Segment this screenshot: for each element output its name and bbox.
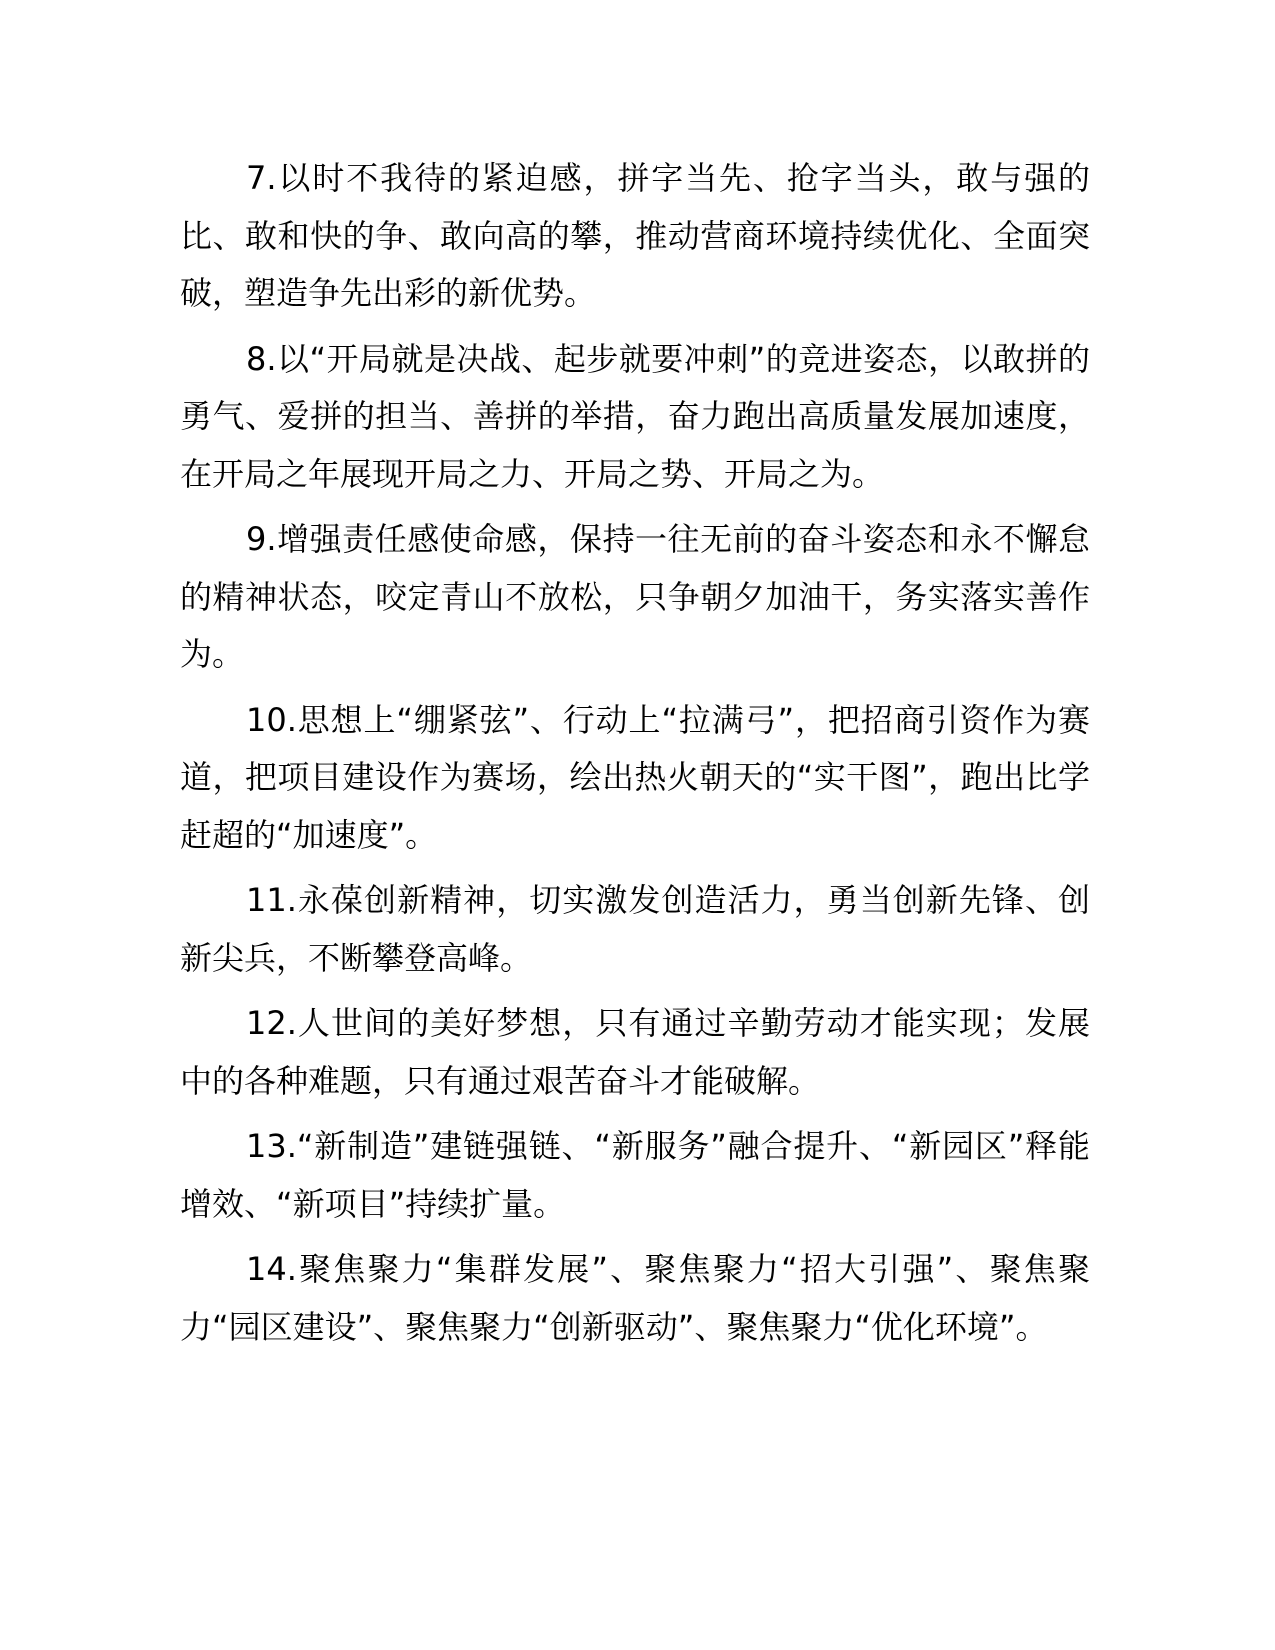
paragraph-14: 14.聚焦聚力“集群发展”、聚焦聚力“招大引强”、聚焦聚力“园区建设”、聚焦聚力“创新驱动”、聚焦聚力“优化环境”。 bbox=[180, 1250, 1090, 1346]
paragraph-12: 12.人世间的美好梦想，只有通过辛勤劳动才能实现；发展中的各种难题，只有通过艰苦奋斗才能破解。 bbox=[180, 1004, 1090, 1100]
paragraph-11: 11.永葆创新精神，切实激发创造活力，勇当创新先锋、创新尖兵，不断攀登高峰。 bbox=[180, 881, 1090, 977]
paragraph-13: 13.“新制造”建链强链、“新服务”融合提升、“新园区”释能增效、“新项目”持续扩量。 bbox=[180, 1127, 1090, 1223]
paragraph-7: 7.以时不我待的紧迫感，拼字当先、抢字当头，敢与强的比、敢和快的争、敢向高的攀，推动营商环境持续优化、全面突破，塑造争先出彩的新优势。 bbox=[180, 159, 1090, 312]
paragraph-9: 9.增强责任感使命感，保持一往无前的奋斗姿态和永不懈怠的精神状态，咬定青山不放松，只争朝夕加油干，务实落实善作为。 bbox=[180, 520, 1090, 673]
document-page bbox=[180, 150, 1090, 1364]
paragraph-8: 8.以“开局就是决战、起步就要冲刺”的竞进姿态，以敢拼的勇气、爱拼的担当、善拼的举措，奋力跑出高质量发展加速度，在开局之年展现开局之力、开局之势、开局之为。 bbox=[180, 339, 1090, 493]
paragraph-10: 10.思想上“绷紧弦”、行动上“拉满弓”，把招商引资作为赛道，把项目建设作为赛场，绘出热火朝天的“实干图”，跑出比学赶超的“加速度”。 bbox=[180, 700, 1090, 854]
